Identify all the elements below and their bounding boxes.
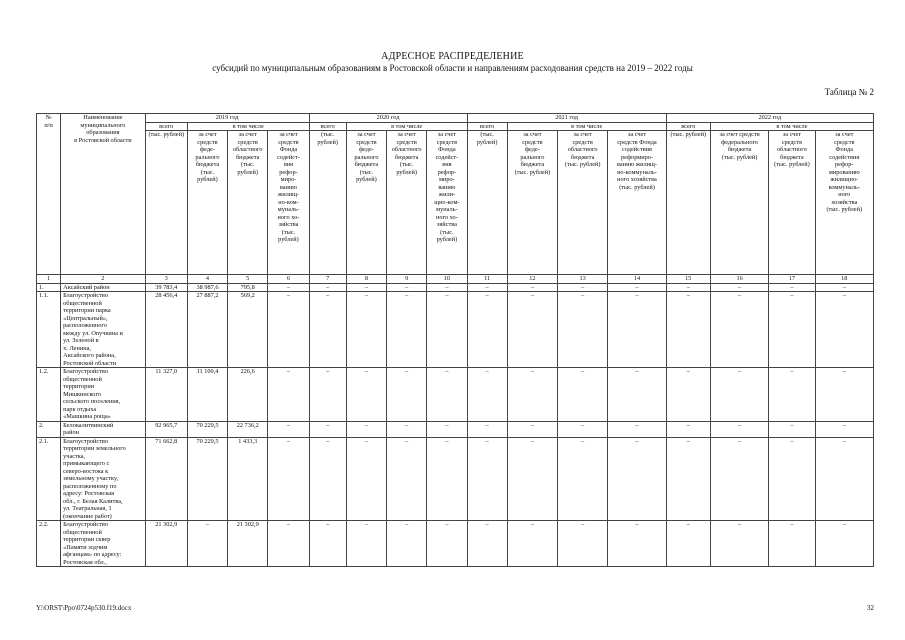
table-cell: – xyxy=(309,437,346,521)
total-header: всего xyxy=(467,122,507,131)
table-cell: – xyxy=(346,283,386,292)
table-cell: – xyxy=(427,437,467,521)
table-cell: – xyxy=(815,421,873,437)
table-cell: 27 887,2 xyxy=(187,292,227,368)
table-cell: – xyxy=(769,368,815,422)
year-header-2019: 2019 год xyxy=(145,114,309,123)
subcolumn-header-source: за счет средств феде- рального бюджета (тыс. рублей) xyxy=(346,131,386,275)
table-cell: – xyxy=(558,283,608,292)
table-cell: 1 433,3 xyxy=(228,437,268,521)
table-cell: – xyxy=(427,368,467,422)
table-cell: – xyxy=(387,421,427,437)
subcolumn-header-source: за счет средств феде- рального бюджета (тыс. рублей) xyxy=(507,131,557,275)
table-cell: 92 965,7 xyxy=(145,421,187,437)
table-row xyxy=(37,421,874,437)
table-cell: – xyxy=(268,437,309,521)
column-header-number: № п/п xyxy=(37,114,61,275)
subcolumn-header-source: за счет средств Фонда содейст- вия рефор- миро- ванию жилищ- но-ком- муналь- ного хо- зяйства (тыс. рублей) xyxy=(268,131,309,275)
table-cell: – xyxy=(769,521,815,567)
table-cell: – xyxy=(346,521,386,567)
column-number: 1 xyxy=(37,275,61,284)
table-cell: – xyxy=(346,292,386,368)
table-cell: – xyxy=(558,368,608,422)
table-cell: – xyxy=(268,283,309,292)
table-cell: 21 302,9 xyxy=(145,521,187,567)
subcolumn-header-source: за счет средств Фонда содействия реформиро- ванию жилищ- но-коммуналь- ного хозяйства (тыс. рублей) xyxy=(608,131,666,275)
subcolumn-header-total: (тыс. рублей) xyxy=(145,131,187,275)
column-number: 3 xyxy=(145,275,187,284)
table-cell: 22 736,2 xyxy=(228,421,268,437)
row-number: 2.2. xyxy=(37,521,61,567)
table-cell: – xyxy=(608,292,666,368)
total-header: всего xyxy=(145,122,187,131)
total-header: всего xyxy=(309,122,346,131)
column-number: 14 xyxy=(608,275,666,284)
year-header-2020: 2020 год xyxy=(309,114,467,123)
total-header: всего xyxy=(666,122,710,131)
subcolumn-header-total: (тыс. рублей) xyxy=(309,131,346,275)
table-cell: 11 100,4 xyxy=(187,368,227,422)
table-cell: – xyxy=(769,283,815,292)
table-cell: – xyxy=(769,437,815,521)
header-row-groups xyxy=(37,122,874,131)
table-cell: – xyxy=(507,283,557,292)
table-cell: – xyxy=(427,292,467,368)
year-header-2021: 2021 год xyxy=(467,114,666,123)
table-cell: 795,8 xyxy=(228,283,268,292)
table-cell: – xyxy=(268,521,309,567)
column-numbers-row xyxy=(37,275,874,284)
table-cell: 70 229,5 xyxy=(187,437,227,521)
table-cell: 28 456,4 xyxy=(145,292,187,368)
subcolumn-header-source: за счет средств феде- рального бюджета (тыс. рублей) xyxy=(187,131,227,275)
column-header-name: Наименование муниципального образования в Ростовской области xyxy=(61,114,145,275)
table-cell: – xyxy=(309,368,346,422)
including-header: в том числе xyxy=(507,122,666,131)
subcolumn-header-source: за счет средств областного бюджета (тыс. рублей) xyxy=(558,131,608,275)
table-cell: – xyxy=(608,437,666,521)
table-cell: – xyxy=(666,421,710,437)
subcolumn-header-source: за счет средств Фонда содейст- вия рефор- миро- ванию жили- щно-ком- муналь- ного хо- зяйства (тыс. рублей) xyxy=(427,131,467,275)
row-number: 1. xyxy=(37,283,61,292)
table-cell: – xyxy=(710,292,768,368)
table-cell: – xyxy=(710,368,768,422)
table-cell: – xyxy=(346,437,386,521)
table-row xyxy=(37,437,874,521)
row-number: 1.1. xyxy=(37,292,61,368)
subcolumn-header-source: за счет средств областного бюджета (тыс. рублей) xyxy=(387,131,427,275)
table-cell: – xyxy=(666,292,710,368)
table-cell: – xyxy=(608,421,666,437)
subcolumn-header-source: за счет средств областного бюджета (тыс. рублей) xyxy=(769,131,815,275)
table-cell: – xyxy=(769,421,815,437)
table-cell: – xyxy=(467,292,507,368)
column-number: 9 xyxy=(387,275,427,284)
table-cell: – xyxy=(467,421,507,437)
table-cell: – xyxy=(346,368,386,422)
subcolumn-header-total: (тыс. рублей) xyxy=(467,131,507,275)
allocation-table xyxy=(36,113,874,567)
table-cell: – xyxy=(666,521,710,567)
row-number: 2.1. xyxy=(37,437,61,521)
table-cell: – xyxy=(815,368,873,422)
table-cell: 70 229,5 xyxy=(187,421,227,437)
table-cell: – xyxy=(507,437,557,521)
table-cell: – xyxy=(507,421,557,437)
table-cell: – xyxy=(309,292,346,368)
table-cell: – xyxy=(815,437,873,521)
table-cell: – xyxy=(427,521,467,567)
subcolumn-header-source: за счет средств Фонда содействия рефор- мированию жилищно- коммуналь- ного хозяйства (тыс. рублей) xyxy=(815,131,873,275)
table-cell: – xyxy=(387,437,427,521)
table-cell: – xyxy=(467,368,507,422)
row-number: 2. xyxy=(37,421,61,437)
row-name: Аксайский район xyxy=(61,283,145,292)
table-row xyxy=(37,368,874,422)
document-title: АДРЕСНОЕ РАСПРЕДЕЛЕНИЕ xyxy=(381,51,524,62)
table-cell: – xyxy=(666,283,710,292)
table-cell: 38 987,6 xyxy=(187,283,227,292)
subcolumn-header-total: (тыс. рублей) xyxy=(666,131,710,275)
table-cell: – xyxy=(309,421,346,437)
table-cell: – xyxy=(467,521,507,567)
column-number: 16 xyxy=(710,275,768,284)
table-cell: – xyxy=(309,283,346,292)
table-cell: 569,2 xyxy=(228,292,268,368)
table-cell: – xyxy=(558,521,608,567)
table-cell: – xyxy=(558,437,608,521)
table-cell: – xyxy=(427,283,467,292)
table-row xyxy=(37,292,874,368)
table-cell: – xyxy=(710,421,768,437)
column-number: 2 xyxy=(61,275,145,284)
subcolumn-header-source: за счет средств областного бюджета (тыс. рублей) xyxy=(228,131,268,275)
table-cell: – xyxy=(608,368,666,422)
including-header: в том числе xyxy=(710,122,873,131)
table-cell: – xyxy=(608,521,666,567)
row-number: 1.2. xyxy=(37,368,61,422)
table-cell: – xyxy=(427,421,467,437)
table-number: Таблица № 2 xyxy=(824,87,874,97)
row-name: Благоустройство общественной территории парка «Центральный», расположенного между ул. Onучкина и ул. Зеленой в х. Ленина, Аксайского района, Ростовской области xyxy=(61,292,145,368)
table-cell: 39 783,4 xyxy=(145,283,187,292)
year-header-2022: 2022 год xyxy=(666,114,873,123)
table-cell: – xyxy=(187,521,227,567)
table-cell: – xyxy=(558,421,608,437)
table-cell: 71 662,8 xyxy=(145,437,187,521)
table-cell: – xyxy=(769,292,815,368)
table-cell: – xyxy=(268,421,309,437)
table-cell: – xyxy=(387,292,427,368)
table-cell: – xyxy=(815,283,873,292)
table-cell: 21 302,9 xyxy=(228,521,268,567)
table-cell: – xyxy=(815,292,873,368)
column-number: 7 xyxy=(309,275,346,284)
column-number: 10 xyxy=(427,275,467,284)
row-name: Благоустройство общественной территории Мишкинского сельского поселения, парк отдыха «Машкина роща» xyxy=(61,368,145,422)
column-number: 12 xyxy=(507,275,557,284)
table-cell: – xyxy=(507,292,557,368)
table-cell: – xyxy=(268,292,309,368)
column-number: 4 xyxy=(187,275,227,284)
table-cell: – xyxy=(467,437,507,521)
table-cell: – xyxy=(710,437,768,521)
table-cell: – xyxy=(387,283,427,292)
column-number: 15 xyxy=(666,275,710,284)
table-cell: – xyxy=(815,521,873,567)
table-row xyxy=(37,283,874,292)
header-row-years xyxy=(37,114,874,123)
table-cell: – xyxy=(387,521,427,567)
column-number: 5 xyxy=(228,275,268,284)
table-cell: – xyxy=(666,368,710,422)
header-row-subcolumns xyxy=(37,131,874,275)
table-cell: – xyxy=(507,368,557,422)
file-path: Y:\ORST\Ppo\0724p530.f19.docx xyxy=(36,604,132,612)
row-name: Благоустройство территории земельного участка, примыкающего с северо-востока к земельному участку, расположенному по адресу: Ростовская обл., г. Белая Калитва, ул. Театральная, 1 (окончание работ) xyxy=(61,437,145,521)
table-cell: 226,6 xyxy=(228,368,268,422)
table-cell: – xyxy=(608,283,666,292)
column-number: 8 xyxy=(346,275,386,284)
page-number: 32 xyxy=(867,604,874,612)
row-name: Белокалитвинский район xyxy=(61,421,145,437)
table-cell: – xyxy=(268,368,309,422)
subcolumn-header-source: за счет средств федерального бюджета (тыс. рублей) xyxy=(710,131,768,275)
column-number: 17 xyxy=(769,275,815,284)
table-cell: – xyxy=(710,521,768,567)
including-header: в том числе xyxy=(346,122,467,131)
document-subtitle: субсидий по муниципальным образованиям в Ростовской области и направлениям расходования средств на 2019 – 2022 годы xyxy=(212,63,693,73)
including-header: в том числе xyxy=(187,122,309,131)
table-cell: – xyxy=(309,521,346,567)
column-number: 13 xyxy=(558,275,608,284)
table-row xyxy=(37,521,874,567)
table-cell: – xyxy=(666,437,710,521)
table-cell: – xyxy=(558,292,608,368)
table-cell: – xyxy=(467,283,507,292)
column-number: 11 xyxy=(467,275,507,284)
row-name: Благоустройство общественной территории сквер «Памяти зодчим афганцам» по адресу: Ростовская обл., xyxy=(61,521,145,567)
table-cell: – xyxy=(346,421,386,437)
table-cell: 11 327,0 xyxy=(145,368,187,422)
table-cell: – xyxy=(507,521,557,567)
table-cell: – xyxy=(710,283,768,292)
table-cell: – xyxy=(387,368,427,422)
column-number: 6 xyxy=(268,275,309,284)
column-number: 18 xyxy=(815,275,873,284)
